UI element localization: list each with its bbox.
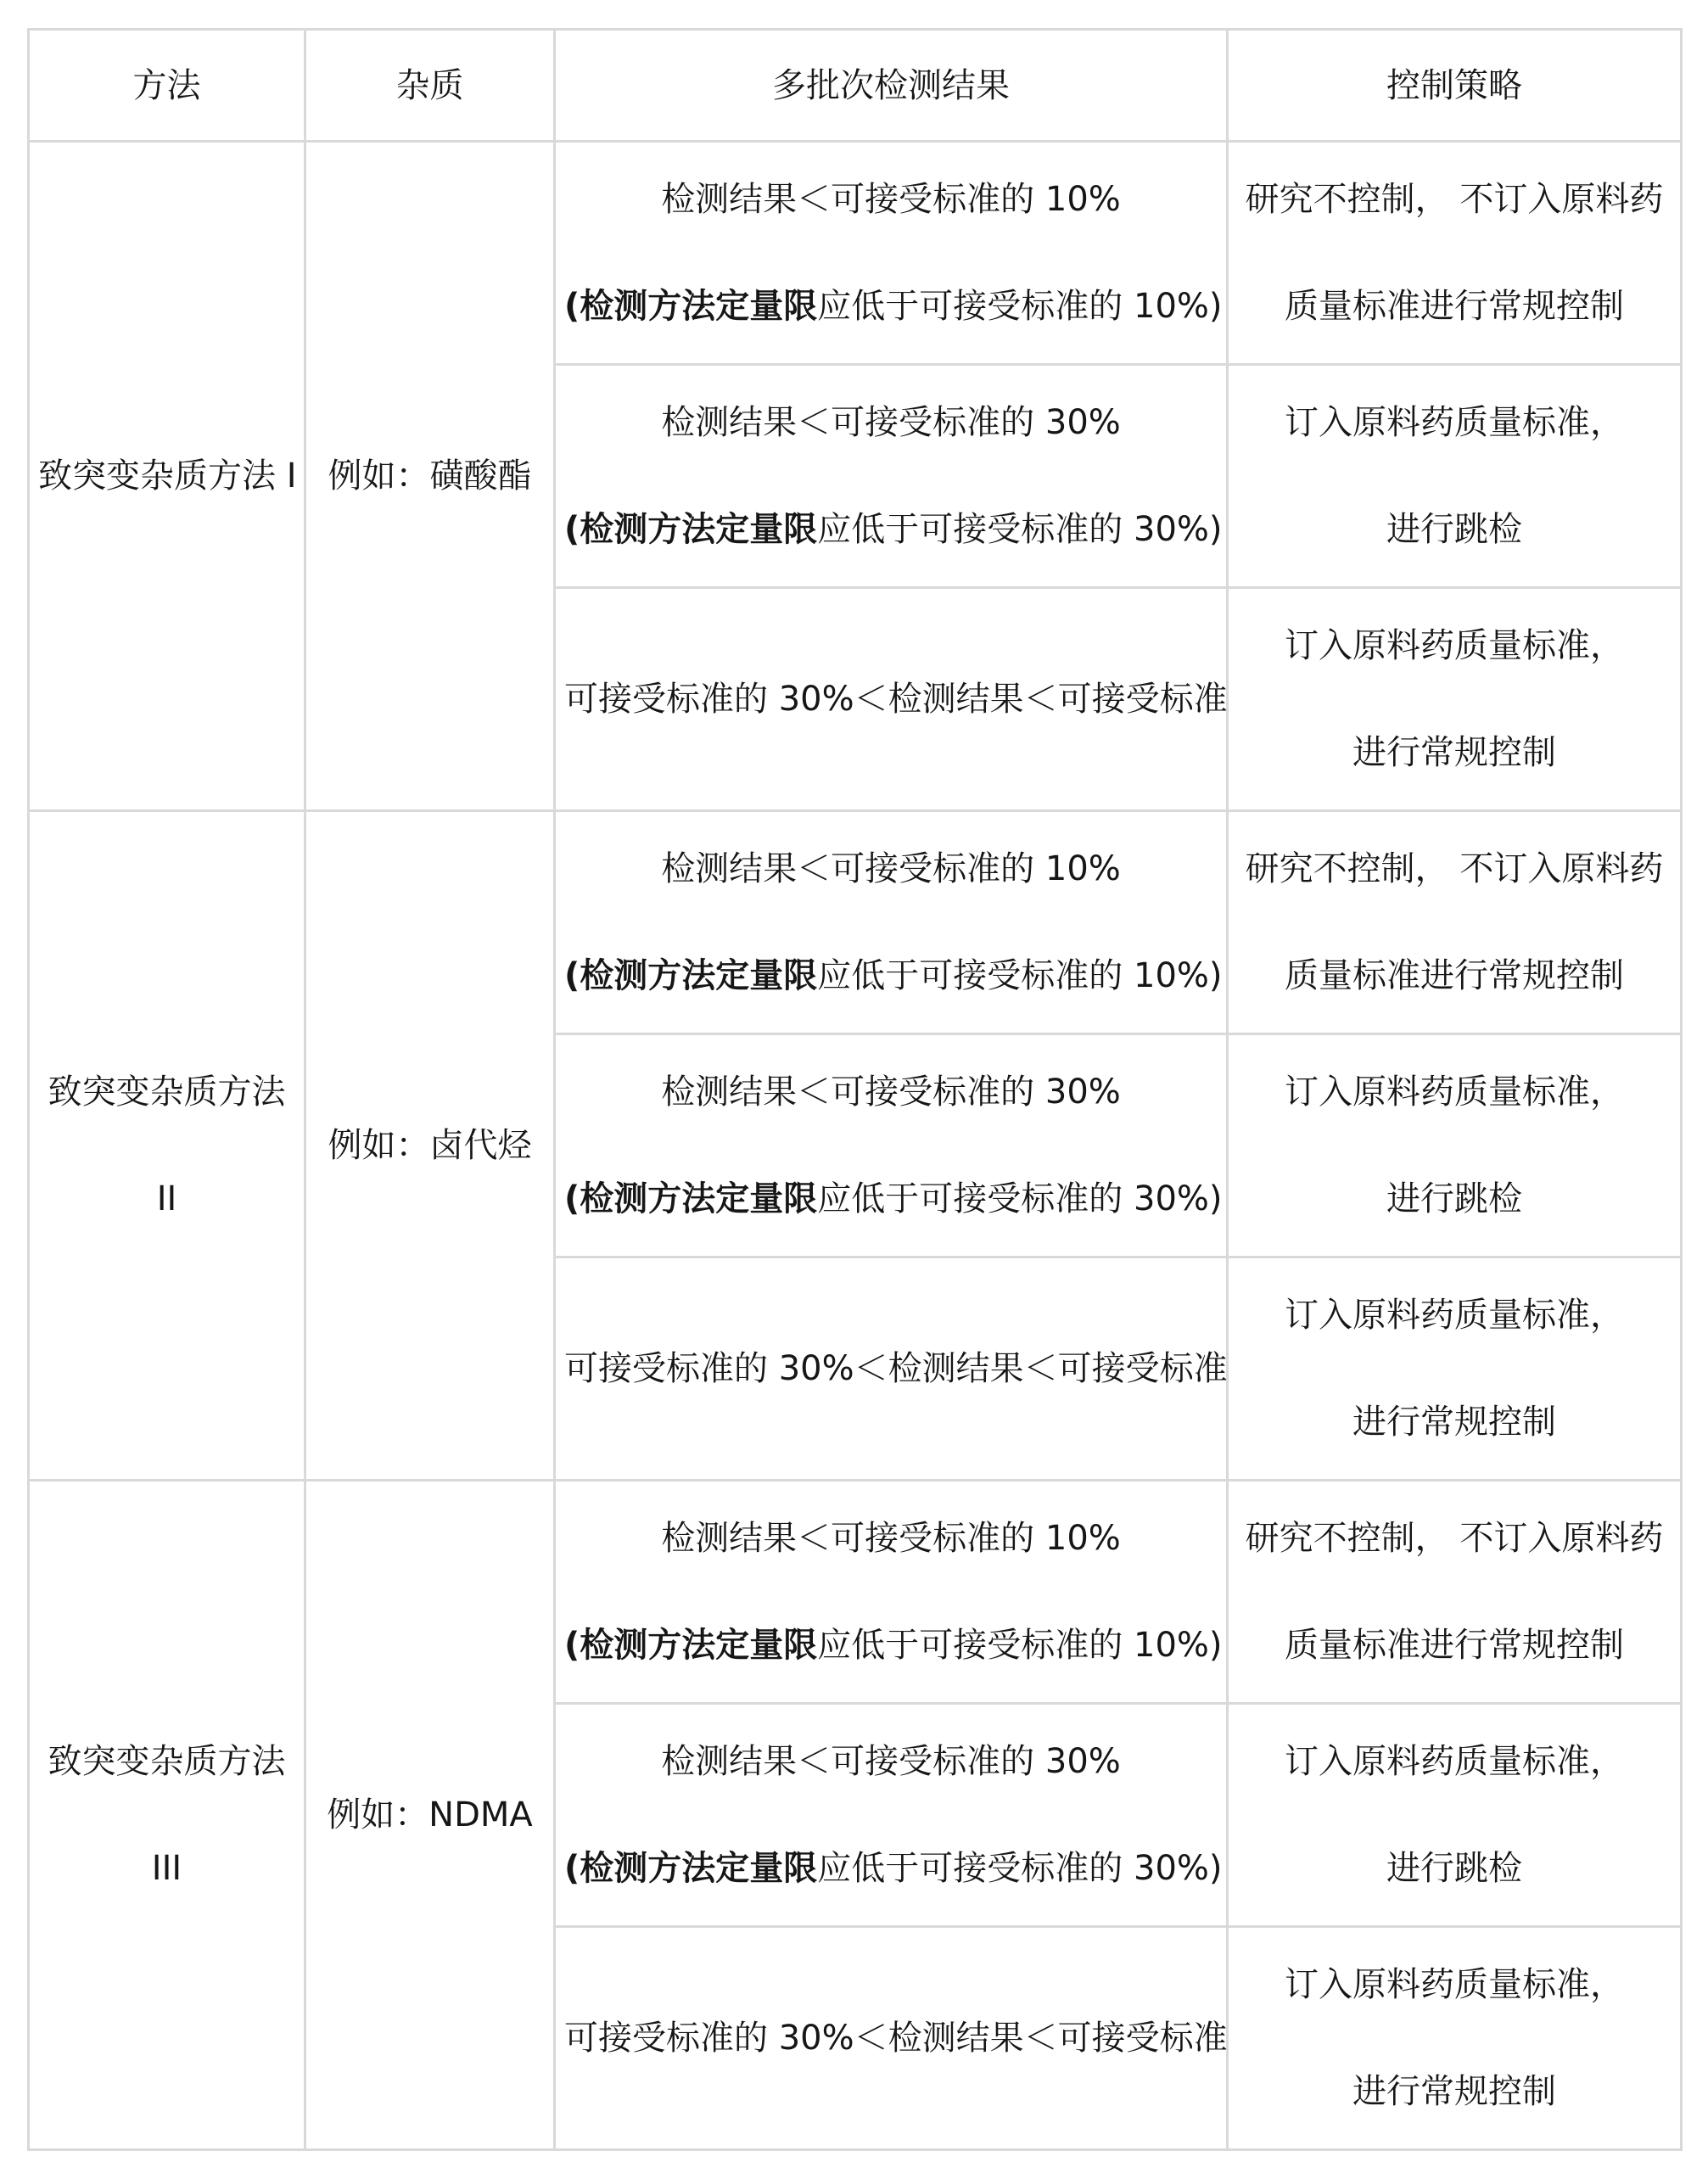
result-note-bold: (检测方法定量限: [564, 287, 818, 326]
result-cell: [555, 365, 1228, 588]
result-line: 可接受标准的 30%＜检测结果＜可接受标准: [564, 2019, 1228, 2058]
header-row: [29, 30, 1682, 142]
result-line: 检测结果＜可接受标准的 10%: [661, 1519, 1121, 1558]
strategy-line: 研究不控制， 不订入原料药: [1245, 180, 1664, 219]
header-label: 多批次检测结果: [772, 65, 1010, 105]
result-note-rest: 应低于可接受标准的 30%): [817, 1179, 1223, 1218]
impurity-cell-3: [305, 1481, 555, 2150]
result-note-rest: 应低于可接受标准的 10%): [817, 287, 1223, 326]
result-cell: [555, 811, 1228, 1034]
result-note: [564, 253, 1223, 360]
result-cell: [555, 1481, 1228, 1704]
method-cell-1: [29, 142, 305, 811]
strategy-cell: [1228, 1704, 1682, 1927]
result-note: [564, 1592, 1223, 1699]
strategy-line: 进行常规控制: [1352, 2072, 1556, 2111]
method-number: II: [156, 1179, 177, 1218]
strategy-cell: [1228, 1257, 1682, 1481]
strategy-cell: [1228, 1034, 1682, 1257]
result-line: 检测结果＜可接受标准的 10%: [661, 180, 1121, 219]
result-note-rest: 应低于可接受标准的 10%): [817, 1626, 1223, 1665]
strategy-line: 进行跳检: [1386, 1179, 1522, 1218]
impurity-cell-2: [305, 811, 555, 1481]
result-cell: [555, 1034, 1228, 1257]
result-cell: [555, 1257, 1228, 1481]
strategy-line: 质量标准进行常规控制: [1285, 1626, 1624, 1665]
header-label: 杂质: [395, 65, 464, 105]
result-note-bold: (检测方法定量限: [564, 510, 818, 549]
strategy-line: 订入原料药质量标准，: [1285, 1965, 1624, 2004]
method-label: 致突变杂质方法 I: [38, 456, 297, 496]
method-cell-3: [29, 1481, 305, 2150]
result-cell: [555, 1704, 1228, 1927]
column-header-batch-results: [555, 30, 1228, 142]
strategy-line: 进行常规控制: [1352, 1403, 1556, 1442]
mutagenic-impurity-control-table: [27, 28, 1683, 2151]
strategy-cell: [1228, 588, 1682, 811]
strategy-line: 研究不控制， 不订入原料药: [1245, 849, 1664, 888]
strategy-line: 订入原料药质量标准，: [1285, 1073, 1624, 1112]
result-cell: [555, 142, 1228, 365]
method-cell-2: [29, 811, 305, 1481]
strategy-cell: [1228, 1481, 1682, 1704]
strategy-line: 进行常规控制: [1352, 733, 1556, 772]
result-line: 检测结果＜可接受标准的 30%: [661, 1742, 1121, 1781]
strategy-cell: [1228, 1927, 1682, 2150]
result-note-bold: (检测方法定量限: [564, 1179, 818, 1218]
column-header-impurity: [305, 30, 555, 142]
column-header-control-strategy: [1228, 30, 1682, 142]
impurity-label: 例如：卤代烃: [328, 1126, 532, 1165]
header-label: 控制策略: [1386, 65, 1522, 105]
strategy-line: 进行跳检: [1386, 1849, 1522, 1888]
result-line: 可接受标准的 30%＜检测结果＜可接受标准: [564, 680, 1228, 719]
result-note-rest: 应低于可接受标准的 10%): [817, 956, 1223, 995]
result-note: [564, 1145, 1223, 1252]
strategy-line: 订入原料药质量标准，: [1285, 403, 1624, 442]
strategy-line: 进行跳检: [1386, 510, 1522, 549]
result-note: [564, 1815, 1223, 1922]
method-label: 致突变杂质方法: [48, 1073, 286, 1112]
result-line: 检测结果＜可接受标准的 30%: [661, 403, 1121, 442]
table-row: [29, 1481, 1682, 1704]
strategy-line: 订入原料药质量标准，: [1285, 1742, 1624, 1781]
method-number: III: [151, 1849, 182, 1888]
result-cell: [555, 1927, 1228, 2150]
result-line: 检测结果＜可接受标准的 30%: [661, 1073, 1121, 1112]
table-row: [29, 811, 1682, 1034]
method-label: 致突变杂质方法: [48, 1742, 286, 1781]
table-row: [29, 142, 1682, 365]
result-note-bold: (检测方法定量限: [564, 1849, 818, 1888]
column-header-method: [29, 30, 305, 142]
impurity-label: 例如：NDMA: [327, 1795, 533, 1834]
result-line: 检测结果＜可接受标准的 10%: [661, 849, 1121, 888]
strategy-line: 研究不控制， 不订入原料药: [1245, 1519, 1664, 1558]
strategy-line: 质量标准进行常规控制: [1285, 956, 1624, 995]
impurity-cell-1: [305, 142, 555, 811]
result-note: [564, 476, 1223, 583]
strategy-cell: [1228, 811, 1682, 1034]
result-line: 可接受标准的 30%＜检测结果＜可接受标准: [564, 1349, 1228, 1388]
result-note-bold: (检测方法定量限: [564, 1626, 818, 1665]
strategy-line: 质量标准进行常规控制: [1285, 287, 1624, 326]
strategy-line: 订入原料药质量标准，: [1285, 626, 1624, 665]
result-cell: [555, 588, 1228, 811]
result-note: [564, 922, 1223, 1029]
strategy-cell: [1228, 142, 1682, 365]
result-note-bold: (检测方法定量限: [564, 956, 818, 995]
header-label: 方法: [132, 65, 201, 105]
impurity-label: 例如：磺酸酯: [328, 456, 532, 496]
strategy-cell: [1228, 365, 1682, 588]
result-note-rest: 应低于可接受标准的 30%): [817, 1849, 1223, 1888]
strategy-line: 订入原料药质量标准，: [1285, 1296, 1624, 1335]
result-note-rest: 应低于可接受标准的 30%): [817, 510, 1223, 549]
